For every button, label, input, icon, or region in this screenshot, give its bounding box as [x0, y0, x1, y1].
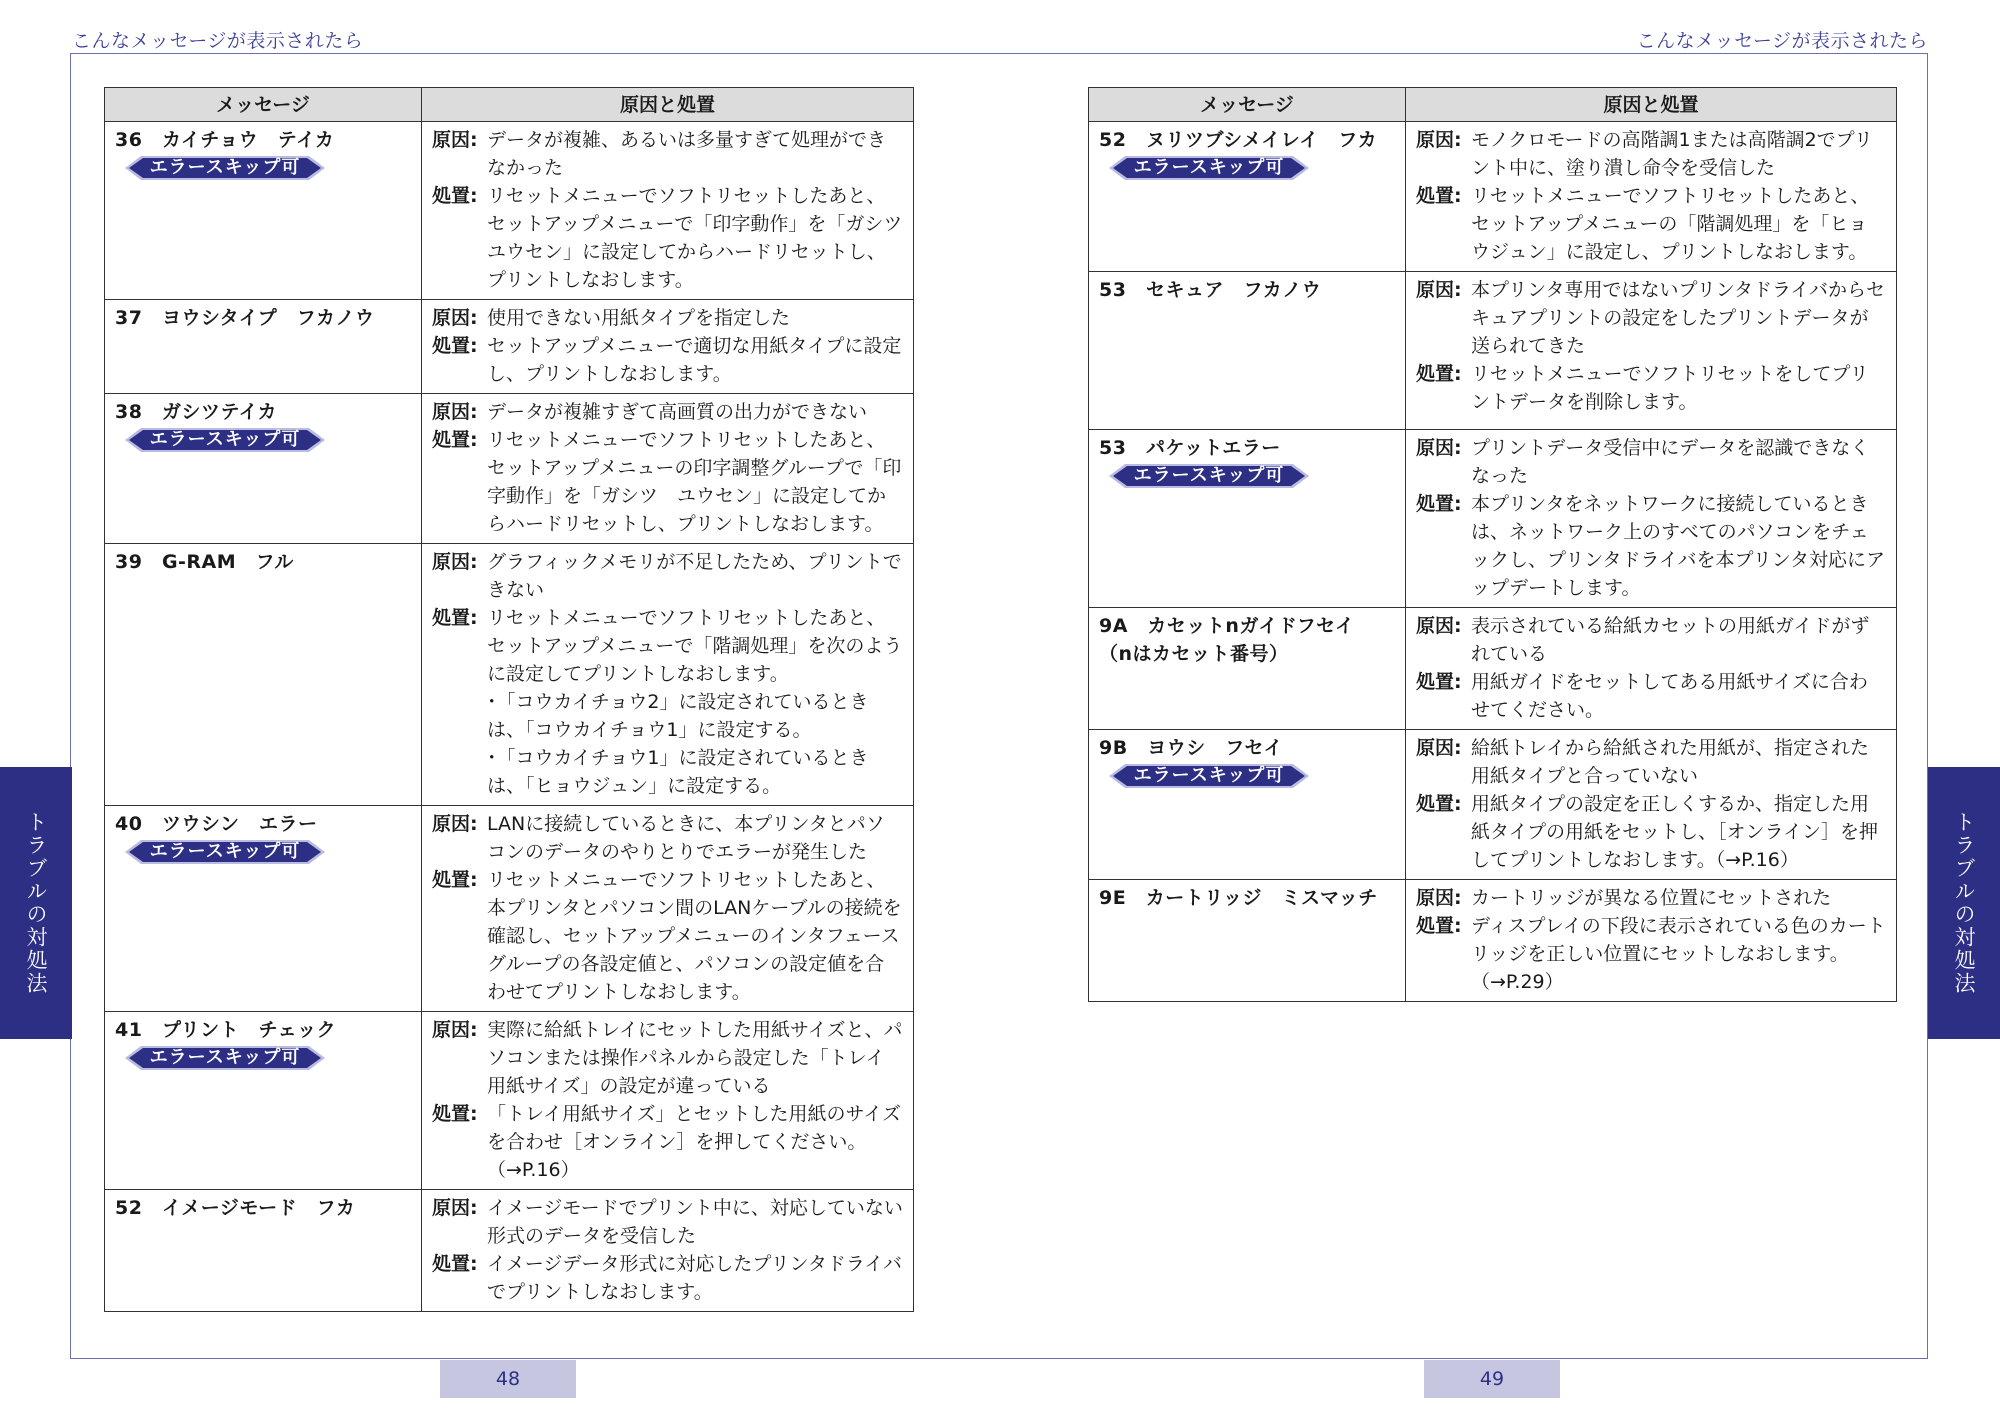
action-label: 処置:: [432, 607, 478, 629]
cause-line: [1416, 884, 1886, 912]
action-bullet: ･「コウカイチョウ2」に設定されているときは、「コウカイチョウ1」に設定する。: [487, 691, 869, 741]
action-line: [432, 604, 903, 800]
message-row: [105, 300, 914, 394]
cause-text: 使用できない用紙タイプを指定した: [487, 307, 791, 329]
message-row: [1089, 430, 1897, 608]
message-table-right: [1088, 87, 1897, 1002]
column-header-cause-action: 原因と処置: [422, 88, 914, 122]
error-skip-badge-label: エラースキップ可: [1133, 465, 1285, 486]
message-row: [1089, 730, 1897, 880]
error-skip-badge-label: エラースキップ可: [1133, 157, 1285, 178]
cause-label: 原因:: [1416, 615, 1462, 637]
message-code: 9A カセットnガイドフセイ: [1099, 615, 1355, 637]
error-skip-badge: [125, 1044, 325, 1072]
cause-line: [432, 398, 903, 426]
cause-label: 原因:: [1416, 437, 1462, 459]
error-skip-badge: [1109, 462, 1309, 490]
action-label: 処置:: [1416, 185, 1462, 207]
action-label: 処置:: [432, 335, 478, 357]
error-skip-badge-label: エラースキップ可: [1133, 765, 1285, 786]
cause-action-cell: [1406, 880, 1897, 1002]
message-code: 39 G-RAM フル: [115, 551, 294, 573]
action-line: [432, 1250, 903, 1306]
action-line: [1416, 668, 1886, 724]
cause-action-cell: [422, 394, 914, 544]
cause-label: 原因:: [432, 813, 478, 835]
action-label: 処置:: [432, 1253, 478, 1275]
action-body: リセットメニューでソフトリセットしたあと、セットアップメニューで「印字動作」を「ガシツ ユウセン」に設定してからハードリセットし、プリントしなおします。: [487, 185, 922, 291]
message-row: [105, 394, 914, 544]
cause-line: [1416, 612, 1886, 668]
message-code: 36 カイチョウ テイカ: [115, 129, 335, 151]
running-header-right: こんなメッセージが表示されたら: [1636, 30, 1928, 52]
cause-text: 給紙トレイから給紙された用紙が、指定された用紙タイプと合っていない: [1471, 737, 1870, 787]
action-label: 処置:: [432, 429, 478, 451]
cause-label: 原因:: [432, 551, 478, 573]
action-bullet: ･「コウカイチョウ1」に設定されているときは、「ヒョウジュン」に設定する。: [487, 747, 869, 797]
message-code: 41 プリント チェック: [115, 1019, 337, 1041]
action-text: [487, 604, 903, 800]
cause-text: 実際に給紙トレイにセットした用紙サイズと、パソコンまたは操作パネルから設定した「トレイ用紙サイズ」の設定が違っている: [487, 1019, 903, 1097]
column-header-cause-action: 原因と処置: [1406, 88, 1897, 122]
action-label: 処置:: [1416, 363, 1462, 385]
cause-label: 原因:: [1416, 129, 1462, 151]
message-cell: [1089, 122, 1406, 272]
cause-text: グラフィックメモリが不足したため、プリントできない: [487, 551, 902, 601]
message-cell: [105, 544, 422, 806]
cause-line: [432, 126, 903, 182]
message-cell: [105, 300, 422, 394]
cause-label: 原因:: [1416, 737, 1462, 759]
action-line: [432, 1100, 903, 1184]
action-line: [432, 426, 903, 538]
message-code: 52 ヌリツブシメイレイ フカ: [1099, 129, 1378, 151]
action-line: [1416, 912, 1886, 996]
cause-line: [1416, 434, 1886, 490]
message-code: 53 パケットエラー: [1099, 437, 1281, 459]
message-code: 40 ツウシン エラー: [115, 813, 318, 835]
action-label: 処置:: [432, 869, 478, 891]
action-label: 処置:: [1416, 793, 1462, 815]
message-cell: [1089, 730, 1406, 880]
cause-line: [432, 1016, 903, 1100]
message-row: [105, 1190, 914, 1312]
message-cell: [105, 1012, 422, 1190]
side-tab-label: トラブルの対処法: [24, 811, 48, 995]
message-code: 9B ヨウシ フセイ: [1099, 737, 1283, 759]
action-text: [487, 182, 922, 294]
action-body: リセットメニューでソフトリセットしたあと、セットアップメニューの「階調処理」を「ヒョウジュン」に設定し、プリントしなおします。: [1471, 185, 1870, 263]
action-line: [1416, 182, 1886, 266]
message-cell: [105, 122, 422, 300]
action-text: [1471, 490, 1886, 602]
cause-text: 表示されている給紙カセットの用紙ガイドがずれている: [1471, 615, 1870, 665]
cause-line: [432, 304, 903, 332]
action-body: セットアップメニューで適切な用紙タイプに設定し、プリントしなおします。: [487, 335, 902, 385]
side-tab-right: [1928, 767, 2000, 1039]
message-code: 9E カートリッジ ミスマッチ: [1099, 887, 1378, 909]
message-code: 37 ヨウシタイプ フカノウ: [115, 307, 375, 329]
action-body: リセットメニューでソフトリセットしたあと、セットアップメニューの印字調整グループで「印字動作」を「ガシツ ユウセン」に設定してからハードリセットし、プリントしなおします。: [487, 429, 902, 535]
action-text: [487, 332, 903, 388]
error-skip-badge-label: エラースキップ可: [149, 1047, 301, 1068]
cause-label: 原因:: [1416, 887, 1462, 909]
cause-label: 原因:: [432, 401, 478, 423]
cause-action-cell: [1406, 272, 1897, 430]
message-row: [105, 122, 914, 300]
error-skip-badge: [1109, 154, 1309, 182]
action-text: [1471, 182, 1886, 266]
cause-action-cell: [422, 544, 914, 806]
side-tab-left: [0, 767, 72, 1039]
action-line: [1416, 360, 1886, 416]
error-skip-badge-label: エラースキップ可: [149, 429, 301, 450]
cause-label: 原因:: [432, 307, 478, 329]
cause-text: データが複雑、あるいは多量すぎて処理ができなかった: [487, 129, 887, 179]
cause-label: 原因:: [1416, 279, 1462, 301]
message-table-left: [104, 87, 922, 1312]
action-label: 処置:: [1416, 671, 1462, 693]
cause-line: [1416, 734, 1886, 790]
action-text: [1471, 790, 1886, 874]
message-cell: [105, 806, 422, 1012]
action-label: 処置:: [1416, 915, 1462, 937]
action-body: 「トレイ用紙サイズ」とセットした用紙のサイズを合わせ［オンライン］を押してください。（→P.16）: [487, 1103, 902, 1181]
cause-action-cell: [422, 806, 914, 1012]
action-line: [432, 866, 903, 1006]
cause-action-cell: [422, 300, 914, 394]
cause-label: 原因:: [432, 129, 478, 151]
cause-text: モノクロモードの高階調1または高階調2でプリント中に、塗り潰し命令を受信した: [1471, 129, 1873, 179]
action-label: 処置:: [432, 185, 478, 207]
cause-action-cell: [1406, 608, 1897, 730]
action-line: [432, 182, 922, 294]
message-cell: [1089, 430, 1406, 608]
page-number-right: 49: [1424, 1360, 1560, 1398]
side-tab-label: トラブルの対処法: [1952, 811, 1976, 995]
cause-text: イメージモードでプリント中に、対応していない形式のデータを受信した: [487, 1197, 903, 1247]
action-body: イメージデータ形式に対応したプリンタドライバでプリントしなおします。: [487, 1253, 902, 1303]
message-cell: [105, 394, 422, 544]
message-subtext: （nはカセット番号）: [1099, 643, 1289, 665]
action-label: 処置:: [1416, 493, 1462, 515]
error-skip-badge: [1109, 762, 1309, 790]
action-text: [487, 426, 903, 538]
cause-text: データが複雑すぎて高画質の出力ができない: [487, 401, 868, 423]
action-text: [1471, 668, 1886, 724]
action-body: 用紙タイプの設定を正しくするか、指定した用紙タイプの用紙をセットし、［オンライン］を押してプリントしなおします。（→P.16）: [1471, 793, 1878, 871]
cause-text: 本プリンタ専用ではないプリンタドライバからセキュアプリントの設定をしたプリントデータが送られてきた: [1471, 279, 1886, 357]
action-line: [1416, 490, 1886, 602]
message-row: [105, 1012, 914, 1190]
message-row: [1089, 122, 1897, 272]
cause-text: プリントデータ受信中にデータを認識できなくなった: [1471, 437, 1870, 487]
message-cell: [1089, 880, 1406, 1002]
error-skip-badge-label: エラースキップ可: [149, 841, 301, 862]
cause-text: LANに接続しているときに、本プリンタとパソコンのデータのやりとりでエラーが発生した: [487, 813, 885, 863]
cause-action-cell: [1406, 122, 1897, 272]
action-text: [1471, 912, 1886, 996]
cause-action-cell: [1406, 730, 1897, 880]
action-body: 本プリンタをネットワークに接続しているときは、ネットワーク上のすべてのパソコンをチェックし、プリンタドライバを本プリンタ対応にアップデートします。: [1471, 493, 1886, 599]
error-skip-badge: [125, 838, 325, 866]
column-header-message: メッセージ: [1089, 88, 1406, 122]
cause-line: [432, 810, 903, 866]
message-row: [1089, 880, 1897, 1002]
action-text: [487, 1100, 903, 1184]
action-body: リセットメニューでソフトリセットをしてプリントデータを削除します。: [1471, 363, 1869, 413]
message-row: [105, 806, 914, 1012]
action-line: [1416, 790, 1886, 874]
column-header-message: メッセージ: [105, 88, 422, 122]
cause-label: 原因:: [432, 1019, 478, 1041]
running-header-left: こんなメッセージが表示されたら: [72, 30, 364, 52]
message-code: 38 ガシツテイカ: [115, 401, 278, 423]
message-code: 52 イメージモード フカ: [115, 1197, 356, 1219]
action-body: 用紙ガイドをセットしてある用紙サイズに合わせてください。: [1471, 671, 1868, 721]
error-skip-badge: [125, 154, 325, 182]
page-number-left: 48: [440, 1360, 576, 1398]
action-text: [487, 866, 903, 1006]
error-skip-badge: [125, 426, 325, 454]
cause-text: カートリッジが異なる位置にセットされた: [1471, 887, 1832, 909]
action-body: ディスプレイの下段に表示されている色のカートリッジを正しい位置にセットしなおします。（→P.29）: [1471, 915, 1886, 993]
action-body: リセットメニューでソフトリセットしたあと、セットアップメニューで「階調処理」を次のように設定してプリントしなおします。: [487, 607, 903, 685]
cause-line: [1416, 276, 1886, 360]
message-cell: [1089, 608, 1406, 730]
cause-action-cell: [1406, 430, 1897, 608]
action-body: リセットメニューでソフトリセットしたあと、本プリンタとパソコン間のLANケーブルの接続を確認し、セットアップメニューのインタフェースグループの各設定値と、パソコンの設定値を合わせてプリントしなおします。: [487, 869, 902, 1003]
message-row: [105, 544, 914, 806]
cause-action-cell: [422, 1190, 914, 1312]
action-line: [432, 332, 903, 388]
cause-line: [432, 548, 903, 604]
error-skip-badge-label: エラースキップ可: [149, 157, 301, 178]
message-row: [1089, 272, 1897, 430]
cause-label: 原因:: [432, 1197, 478, 1219]
cause-line: [432, 1194, 903, 1250]
cause-line: [1416, 126, 1886, 182]
message-code: 53 セキュア フカノウ: [1099, 279, 1322, 301]
cause-action-cell: [422, 122, 922, 300]
action-text: [487, 1250, 903, 1306]
message-cell: [105, 1190, 422, 1312]
cause-action-cell: [422, 1012, 914, 1190]
action-text: [1471, 360, 1886, 416]
action-label: 処置:: [432, 1103, 478, 1125]
message-cell: [1089, 272, 1406, 430]
message-row: [1089, 608, 1897, 730]
